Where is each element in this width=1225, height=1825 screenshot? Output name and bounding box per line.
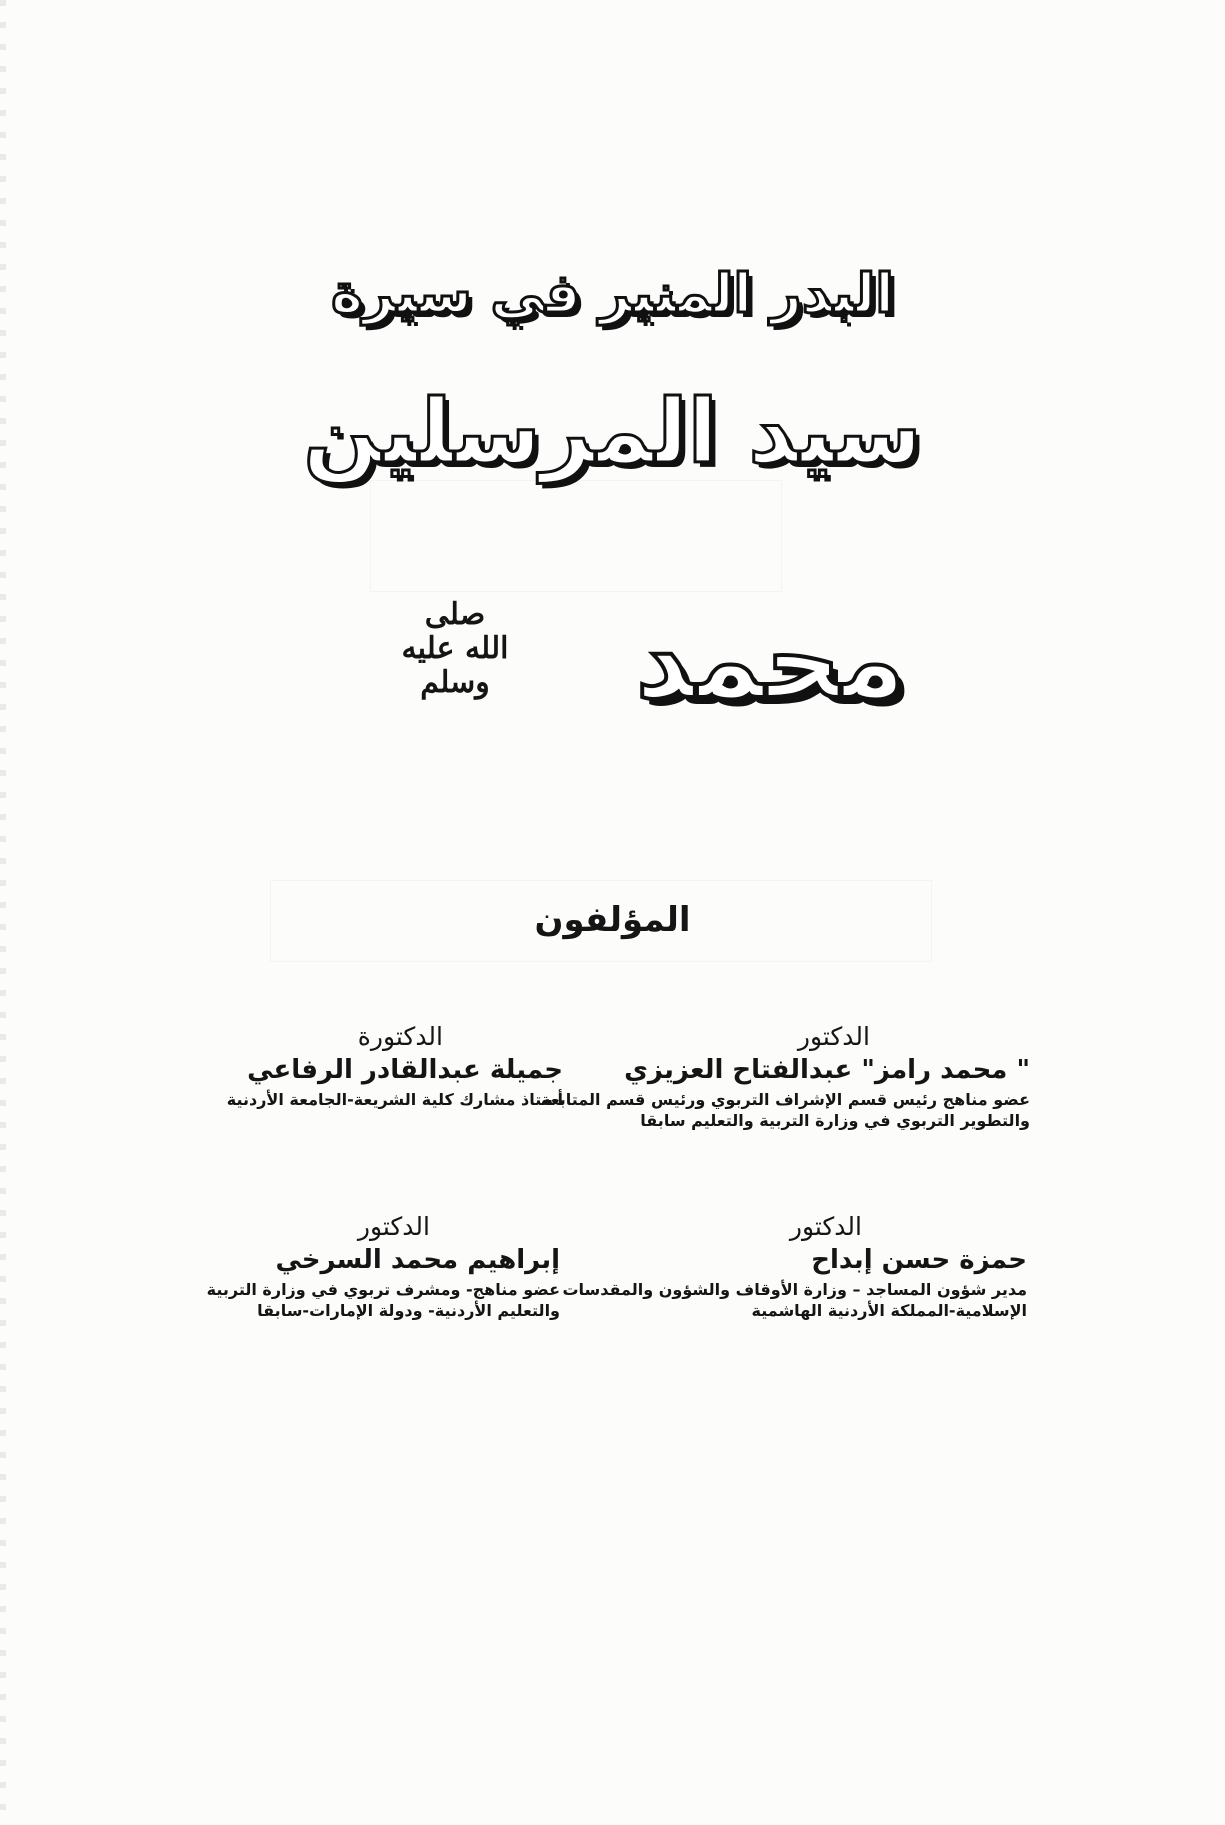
author-name: " محمد رامز" عبدالفتاح العزيزي [624,1055,1030,1085]
author-card [541,1022,1030,1131]
title-line-2: سيد المرسلين [303,380,922,483]
author-description-line: مدير شؤون المساجد – وزارة الأوقاف والشؤون والمقدسات [562,1280,1027,1299]
author-name: إبراهيم محمد السرخي [275,1245,560,1275]
author-description [190,1279,560,1321]
author-title: الدكتورة [357,1022,443,1051]
salutation-calligraphy: صلى الله عليه وسلم [401,597,509,700]
prophet-name: محمد [635,600,905,722]
author-card [190,1212,560,1321]
prophet-name-block [380,560,940,730]
author-title: الدكتور [797,1022,870,1051]
author-description-line: والتطوير التربوي في وزارة التربية والتعليم سابقا [640,1111,1030,1130]
author-description [541,1089,1030,1131]
title-line-1: البدر المنير في سيرة [331,262,894,325]
author-name: جميلة عبدالقادر الرفاعي [247,1055,563,1085]
authors-heading: المؤلفون [534,900,691,940]
author-name: حمزة حسن إبداح [811,1245,1027,1275]
author-description [562,1279,1027,1321]
author-description-line: عضو مناهج- ومشرف تربوي في وزارة التربية [206,1280,560,1299]
author-description-line: عضو مناهج رئيس قسم الإشراف التربوي ورئيس قسم المتابعة [541,1090,1030,1109]
author-title: الدكتور [357,1212,430,1241]
author-card [562,1212,1027,1321]
author-description-line: أستاذ مشارك كلية الشريعة-الجامعة الأردنية [226,1090,563,1109]
author-description [193,1089,563,1110]
author-title: الدكتور [789,1212,862,1241]
author-card [193,1022,563,1110]
author-description-line: والتعليم الأردنية- ودولة الإمارات-سابقا [257,1301,560,1320]
author-description-line: الإسلامية-المملكة الأردنية الهاشمية [751,1301,1027,1320]
